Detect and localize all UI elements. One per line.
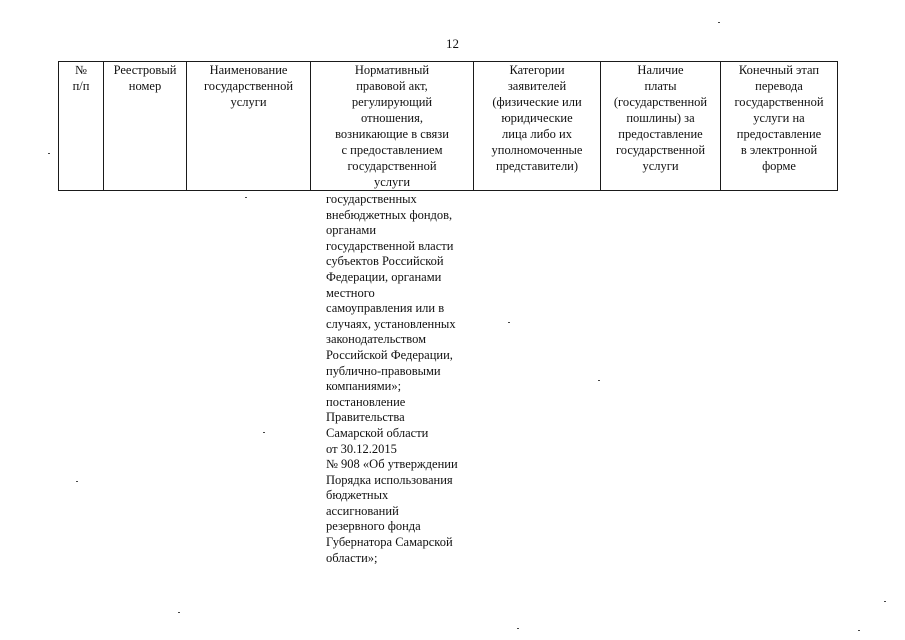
header-regulatory-act: Нормативный правовой акт, регулирующий отношения, возникающие в связи с предоставлением государственной услуги (311, 62, 474, 191)
scan-speck (263, 432, 265, 433)
scan-speck (718, 22, 720, 23)
page-number: 12 (446, 36, 459, 51)
scan-speck (508, 322, 510, 323)
scan-speck (598, 380, 600, 381)
regulatory-act-continuation: государственных внебюджетных фондов, органами государственной власти субъектов Российской Федерации, органами местного самоуправления или в случаях, установленных законодательством Российской Федерации, публично-правовыми компаниями»; постановление Правительства Самарской области от 30.12.2015 № 908 «Об утверждении Порядка использования бюджетных ассигнований резервного фонда Губернатора Самарской области»; (326, 192, 458, 565)
header-registry-number: Реестровый номер (104, 62, 187, 191)
services-table-header (58, 61, 838, 191)
header-row-number: № п/п (59, 62, 104, 191)
scan-speck (884, 601, 886, 602)
scan-speck (48, 153, 50, 154)
scan-speck (76, 481, 78, 482)
header-applicant-categories: Категории заявителей (физические или юридические лица либо их уполномоченные представители) (474, 62, 601, 191)
header-final-stage: Конечный этап перевода государственной услуги на предоставление в электронной форме (721, 62, 838, 191)
header-fee-presence: Наличие платы (государственной пошлины) за предоставление государственной услуги (601, 62, 721, 191)
scan-speck (178, 612, 180, 613)
scan-speck (245, 197, 247, 198)
scan-speck (858, 630, 860, 631)
scan-speck (517, 628, 519, 629)
table-header-row (59, 62, 838, 191)
header-service-name: Наименование государственной услуги (187, 62, 311, 191)
